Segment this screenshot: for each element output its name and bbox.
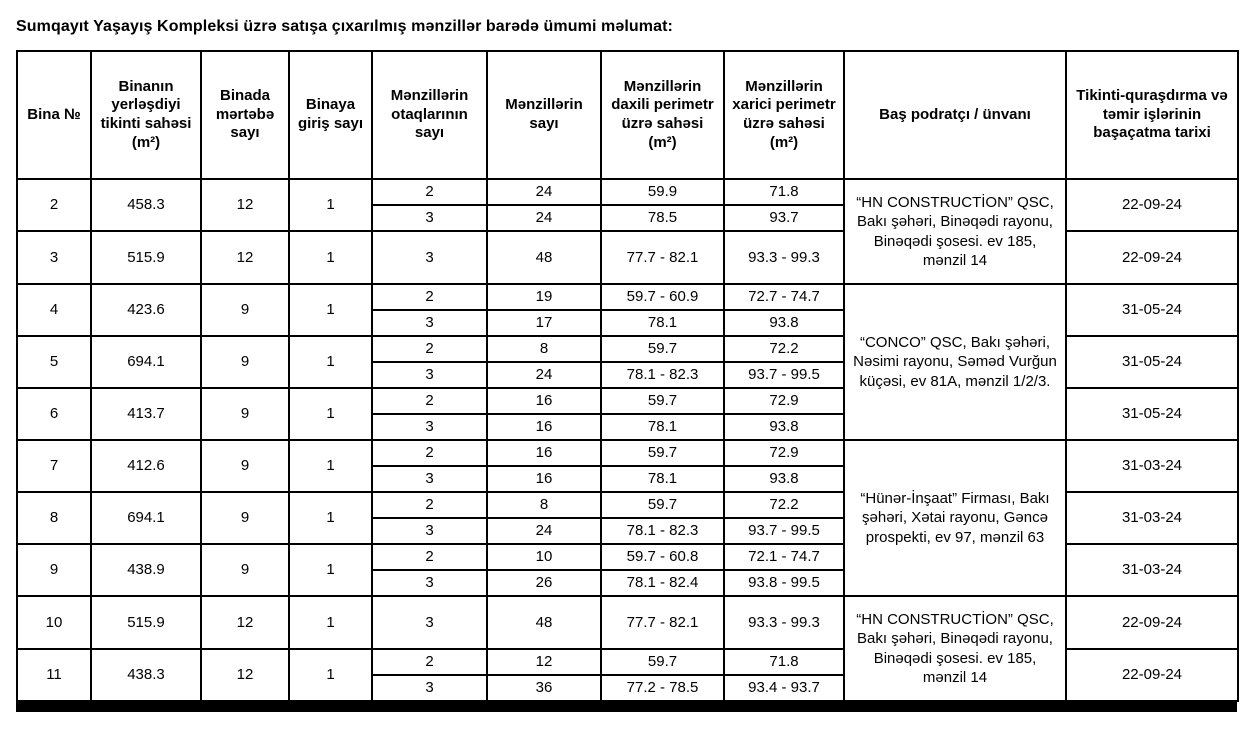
header-cell: Mənzillərin otaqlarının sayı [372,51,487,179]
cell-building-no: 11 [17,649,91,701]
cell-building-no: 4 [17,284,91,336]
apartments-table [16,50,1239,702]
cell-floor-count: 9 [201,544,289,596]
cell-apartment-count: 24 [487,362,601,388]
cell-contractor-address: “Hünər-İnşaat” Firması, Bakı şəhəri, Xətai rayonu, Gəncə prospekti, ev 97, mənzil 63 [844,440,1066,596]
cell-floor-count: 12 [201,649,289,701]
cell-building-no: 2 [17,179,91,231]
cell-entrance-count: 1 [289,231,372,284]
cell-entrance-count: 1 [289,596,372,649]
cell-building-no: 7 [17,440,91,492]
cell-inner-perimeter-area: 78.1 - 82.3 [601,362,724,388]
cell-construction-area: 438.3 [91,649,201,701]
cell-inner-perimeter-area: 77.7 - 82.1 [601,231,724,284]
header-cell: Mənzillərin daxili perimetr üzrə sahəsi (m²) [601,51,724,179]
cell-building-no: 3 [17,231,91,284]
cell-floor-count: 9 [201,492,289,544]
cell-construction-area: 423.6 [91,284,201,336]
cell-outer-perimeter-area: 93.8 [724,310,844,336]
cell-floor-count: 12 [201,596,289,649]
cell-inner-perimeter-area: 59.7 [601,440,724,466]
cell-apartment-count: 26 [487,570,601,596]
cell-outer-perimeter-area: 72.7 - 74.7 [724,284,844,310]
cell-inner-perimeter-area: 59.7 [601,336,724,362]
cell-apartment-count: 19 [487,284,601,310]
building-row-single [17,596,1238,649]
cell-inner-perimeter-area: 77.2 - 78.5 [601,675,724,701]
cell-inner-perimeter-area: 59.7 - 60.8 [601,544,724,570]
cell-outer-perimeter-area: 93.7 - 99.5 [724,362,844,388]
cell-inner-perimeter-area: 78.1 [601,414,724,440]
cell-room-count: 2 [372,649,487,675]
header-cell: Tikinti-quraşdırma və təmir işlərinin başaçatma tarixi [1066,51,1238,179]
cell-apartment-count: 16 [487,440,601,466]
page-title: Sumqayıt Yaşayış Kompleksi üzrə satışa çıxarılmış mənzillər barədə ümumi məlumat: [16,18,673,35]
header-cell: Baş podratçı / ünvanı [844,51,1066,179]
cell-room-count: 3 [372,466,487,492]
cell-inner-perimeter-area: 59.7 - 60.9 [601,284,724,310]
cell-room-count: 3 [372,362,487,388]
cell-apartment-count: 10 [487,544,601,570]
cell-construction-area: 694.1 [91,336,201,388]
cell-outer-perimeter-area: 93.8 - 99.5 [724,570,844,596]
cell-construction-area: 413.7 [91,388,201,440]
cell-apartment-count: 8 [487,336,601,362]
cell-construction-area: 438.9 [91,544,201,596]
cell-room-count: 2 [372,179,487,205]
cell-floor-count: 9 [201,284,289,336]
cell-construction-area: 458.3 [91,179,201,231]
cell-apartment-count: 16 [487,466,601,492]
cell-inner-perimeter-area: 59.7 [601,388,724,414]
cell-entrance-count: 1 [289,284,372,336]
cell-entrance-count: 1 [289,336,372,388]
cell-outer-perimeter-area: 72.9 [724,440,844,466]
table-header [17,51,1238,179]
cell-room-count: 3 [372,231,487,284]
cell-room-count: 3 [372,518,487,544]
cell-inner-perimeter-area: 59.9 [601,179,724,205]
cell-outer-perimeter-area: 72.1 - 74.7 [724,544,844,570]
cell-room-count: 2 [372,440,487,466]
cell-apartment-count: 17 [487,310,601,336]
cell-completion-date: 31-03-24 [1066,492,1238,544]
cell-completion-date: 31-03-24 [1066,440,1238,492]
header-cell: Binanın yerləşdiyi tikinti sahəsi (m²) [91,51,201,179]
header-cell: Mənzillərin sayı [487,51,601,179]
cell-completion-date: 22-09-24 [1066,179,1238,231]
cell-building-no: 10 [17,596,91,649]
cell-inner-perimeter-area: 59.7 [601,492,724,518]
cell-inner-perimeter-area: 77.7 - 82.1 [601,596,724,649]
cell-apartment-count: 12 [487,649,601,675]
cell-completion-date: 31-05-24 [1066,388,1238,440]
cell-room-count: 3 [372,310,487,336]
cell-building-no: 6 [17,388,91,440]
cell-apartment-count: 36 [487,675,601,701]
cell-inner-perimeter-area: 78.5 [601,205,724,231]
cell-room-count: 2 [372,336,487,362]
table-body [17,179,1238,701]
cell-inner-perimeter-area: 59.7 [601,649,724,675]
cell-room-count: 2 [372,388,487,414]
cell-entrance-count: 1 [289,492,372,544]
cell-room-count: 2 [372,544,487,570]
cell-outer-perimeter-area: 93.7 [724,205,844,231]
cell-inner-perimeter-area: 78.1 [601,310,724,336]
cell-room-count: 3 [372,205,487,231]
cell-room-count: 3 [372,570,487,596]
cell-outer-perimeter-area: 93.8 [724,466,844,492]
cell-floor-count: 9 [201,440,289,492]
header-cell: Bina № [17,51,91,179]
building-unit-row [17,440,1238,466]
cell-construction-area: 694.1 [91,492,201,544]
cell-completion-date: 22-09-24 [1066,596,1238,649]
cell-apartment-count: 48 [487,231,601,284]
cell-completion-date: 22-09-24 [1066,231,1238,284]
cell-room-count: 3 [372,414,487,440]
cell-inner-perimeter-area: 78.1 - 82.4 [601,570,724,596]
cell-room-count: 3 [372,596,487,649]
cell-building-no: 8 [17,492,91,544]
cell-apartment-count: 48 [487,596,601,649]
cell-outer-perimeter-area: 72.2 [724,336,844,362]
cell-floor-count: 12 [201,179,289,231]
cell-floor-count: 9 [201,388,289,440]
building-unit-row [17,179,1238,205]
cell-contractor-address: “HN CONSTRUCTİON” QSC, Bakı şəhəri, Binəqədi rayonu, Binəqədi şosesi. ev 185, mənzil 14 [844,596,1066,701]
cell-completion-date: 22-09-24 [1066,649,1238,701]
cell-room-count: 2 [372,284,487,310]
cell-contractor-address: “CONCO” QSC, Bakı şəhəri, Nəsimi rayonu, Səməd Vurğun küçəsi, ev 81A, mənzil 1/2/3. [844,284,1066,440]
cell-outer-perimeter-area: 93.4 - 93.7 [724,675,844,701]
cell-outer-perimeter-area: 71.8 [724,179,844,205]
cell-outer-perimeter-area: 93.8 [724,414,844,440]
cell-entrance-count: 1 [289,179,372,231]
cell-outer-perimeter-area: 93.7 - 99.5 [724,518,844,544]
cell-building-no: 9 [17,544,91,596]
cell-apartment-count: 16 [487,388,601,414]
header-row [17,51,1238,179]
cell-apartment-count: 24 [487,205,601,231]
header-cell: Mənzillərin xarici perimetr üzrə sahəsi (m²) [724,51,844,179]
cell-room-count: 3 [372,675,487,701]
cell-completion-date: 31-03-24 [1066,544,1238,596]
cell-entrance-count: 1 [289,388,372,440]
cell-outer-perimeter-area: 93.3 - 99.3 [724,231,844,284]
cell-outer-perimeter-area: 72.9 [724,388,844,414]
cell-inner-perimeter-area: 78.1 - 82.3 [601,518,724,544]
cell-outer-perimeter-area: 93.3 - 99.3 [724,596,844,649]
cell-apartment-count: 24 [487,518,601,544]
building-unit-row [17,284,1238,310]
cell-apartment-count: 24 [487,179,601,205]
cell-outer-perimeter-area: 72.2 [724,492,844,518]
header-cell: Binada mərtəbə sayı [201,51,289,179]
cell-construction-area: 515.9 [91,596,201,649]
cell-construction-area: 412.6 [91,440,201,492]
cell-outer-perimeter-area: 71.8 [724,649,844,675]
header-cell: Binaya giriş sayı [289,51,372,179]
cell-entrance-count: 1 [289,544,372,596]
cell-inner-perimeter-area: 78.1 [601,466,724,492]
cell-floor-count: 12 [201,231,289,284]
cell-completion-date: 31-05-24 [1066,336,1238,388]
cell-apartment-count: 16 [487,414,601,440]
cell-building-no: 5 [17,336,91,388]
cell-contractor-address: “HN CONSTRUCTİON” QSC, Bakı şəhəri, Binəqədi rayonu, Binəqədi şosesi. ev 185, mənzil 14 [844,179,1066,284]
cell-entrance-count: 1 [289,440,372,492]
cell-construction-area: 515.9 [91,231,201,284]
cell-entrance-count: 1 [289,649,372,701]
cell-room-count: 2 [372,492,487,518]
cell-floor-count: 9 [201,336,289,388]
cell-apartment-count: 8 [487,492,601,518]
cell-completion-date: 31-05-24 [1066,284,1238,336]
table-bottom-cutoff-bar [16,702,1237,712]
